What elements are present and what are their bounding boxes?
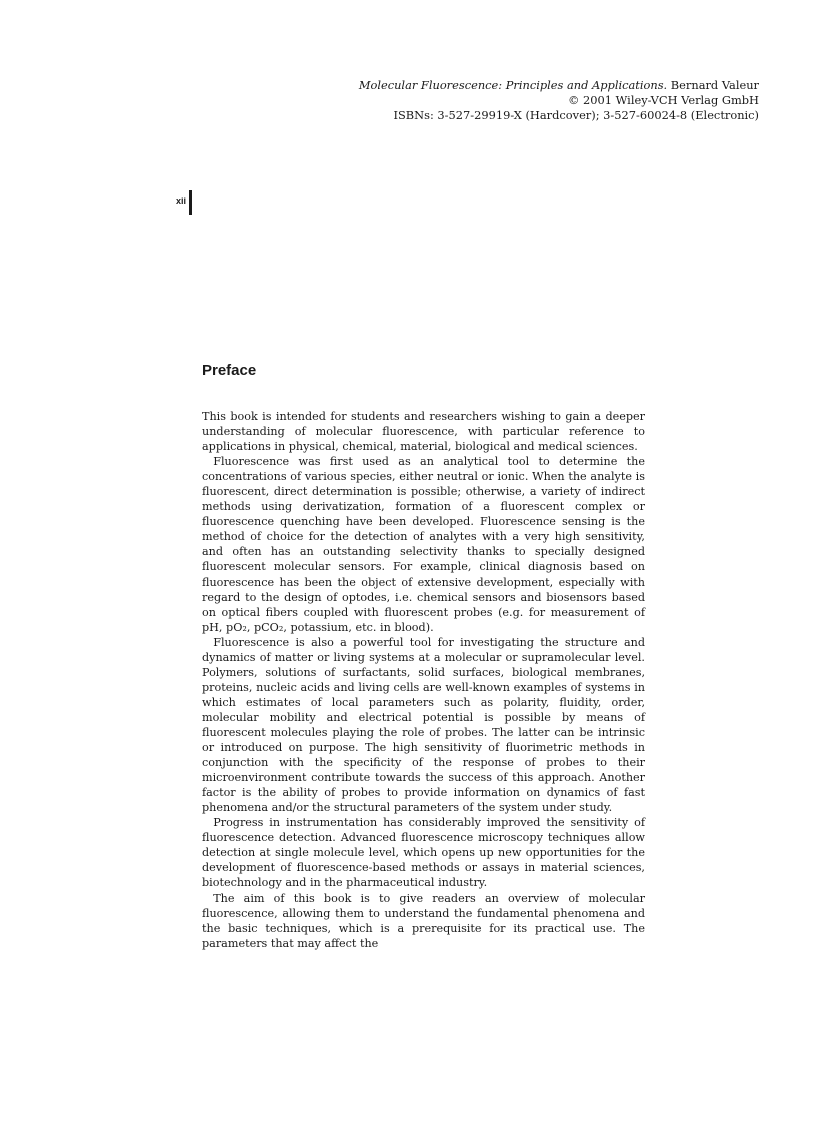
book-author: Bernard Valeur	[667, 78, 759, 92]
paragraph: The aim of this book is to give readers an overview of molecular fluorescence, allowing them to understand the fundamental phenomena and the basic techniques, which is a prerequisite for its practical use. The parameters that may affect the	[202, 891, 645, 950]
header-line-title	[359, 78, 759, 93]
page-number-rule	[189, 190, 192, 215]
paragraph: Progress in instrumentation has considerably improved the sensitivity of fluorescence detection. Advanced fluorescence microscopy techniques allow detection at single molecule level, which opens up new opportunities for the development of fluorescence-based methods or assays in material sciences, biotechnology and in the pharmaceutical industry.	[202, 816, 645, 890]
paragraph: Fluorescence is also a powerful tool for investigating the structure and dynamics of matter or living systems at a molecular or supramolecular level. Polymers, solutions of surfactants, solid surfaces, biological membranes, proteins, nucleic acids and living cells are well-known examples of systems in which estimates of local parameters such as polarity, fluidity, order, molecular mobility and electrical potential is possible by means of fluorescent molecules playing the role of probes. The latter can be intrinsic or introduced on purpose. The high sensitivity of fluorimetric methods in conjunction with the specificity of the response of probes to their microenvironment contribute towards the success of this approach. Another factor is the ability of probes to provide information on dynamics of fast phenomena and/or the structural parameters of the system under study.	[202, 635, 645, 815]
section-title: Preface	[202, 362, 257, 379]
running-header	[359, 78, 759, 123]
paragraph: Fluorescence was first used as an analytical tool to determine the concentrations of various species, either neutral or ionic. When the analyte is fluorescent, direct determination is possible; otherwise, a variety of indirect methods using derivatization, formation of a fluorescent complex or fluorescence quenching have been developed. Fluorescence sensing is the method of choice for the detection of analytes with a very high sensitivity, and often has an outstanding selectivity thanks to specially designed fluorescent molecular sensors. For example, clinical diagnosis based on fluorescence has been the object of extensive development, especially with regard to the design of optodes, i.e. chemical sensors and biosensors based on optical fibers coupled with fluorescent probes (e.g. for measurement of pH, pO₂, pCO₂, potassium, etc. in blood).	[202, 455, 645, 634]
body-text	[202, 409, 645, 951]
page-number: xii	[176, 196, 187, 206]
header-isbns: ISBNs: 3-527-29919-X (Hardcover); 3-527-60024-8 (Electronic)	[393, 108, 759, 122]
header-copyright: © 2001 Wiley-VCH Verlag GmbH	[568, 93, 759, 107]
book-title: Molecular Fluorescence: Principles and Applications.	[358, 78, 668, 92]
paragraph: This book is intended for students and researchers wishing to gain a deeper understanding of molecular fluorescence, with particular reference to applications in physical, chemical, material, biological and medical sciences.	[202, 410, 645, 454]
